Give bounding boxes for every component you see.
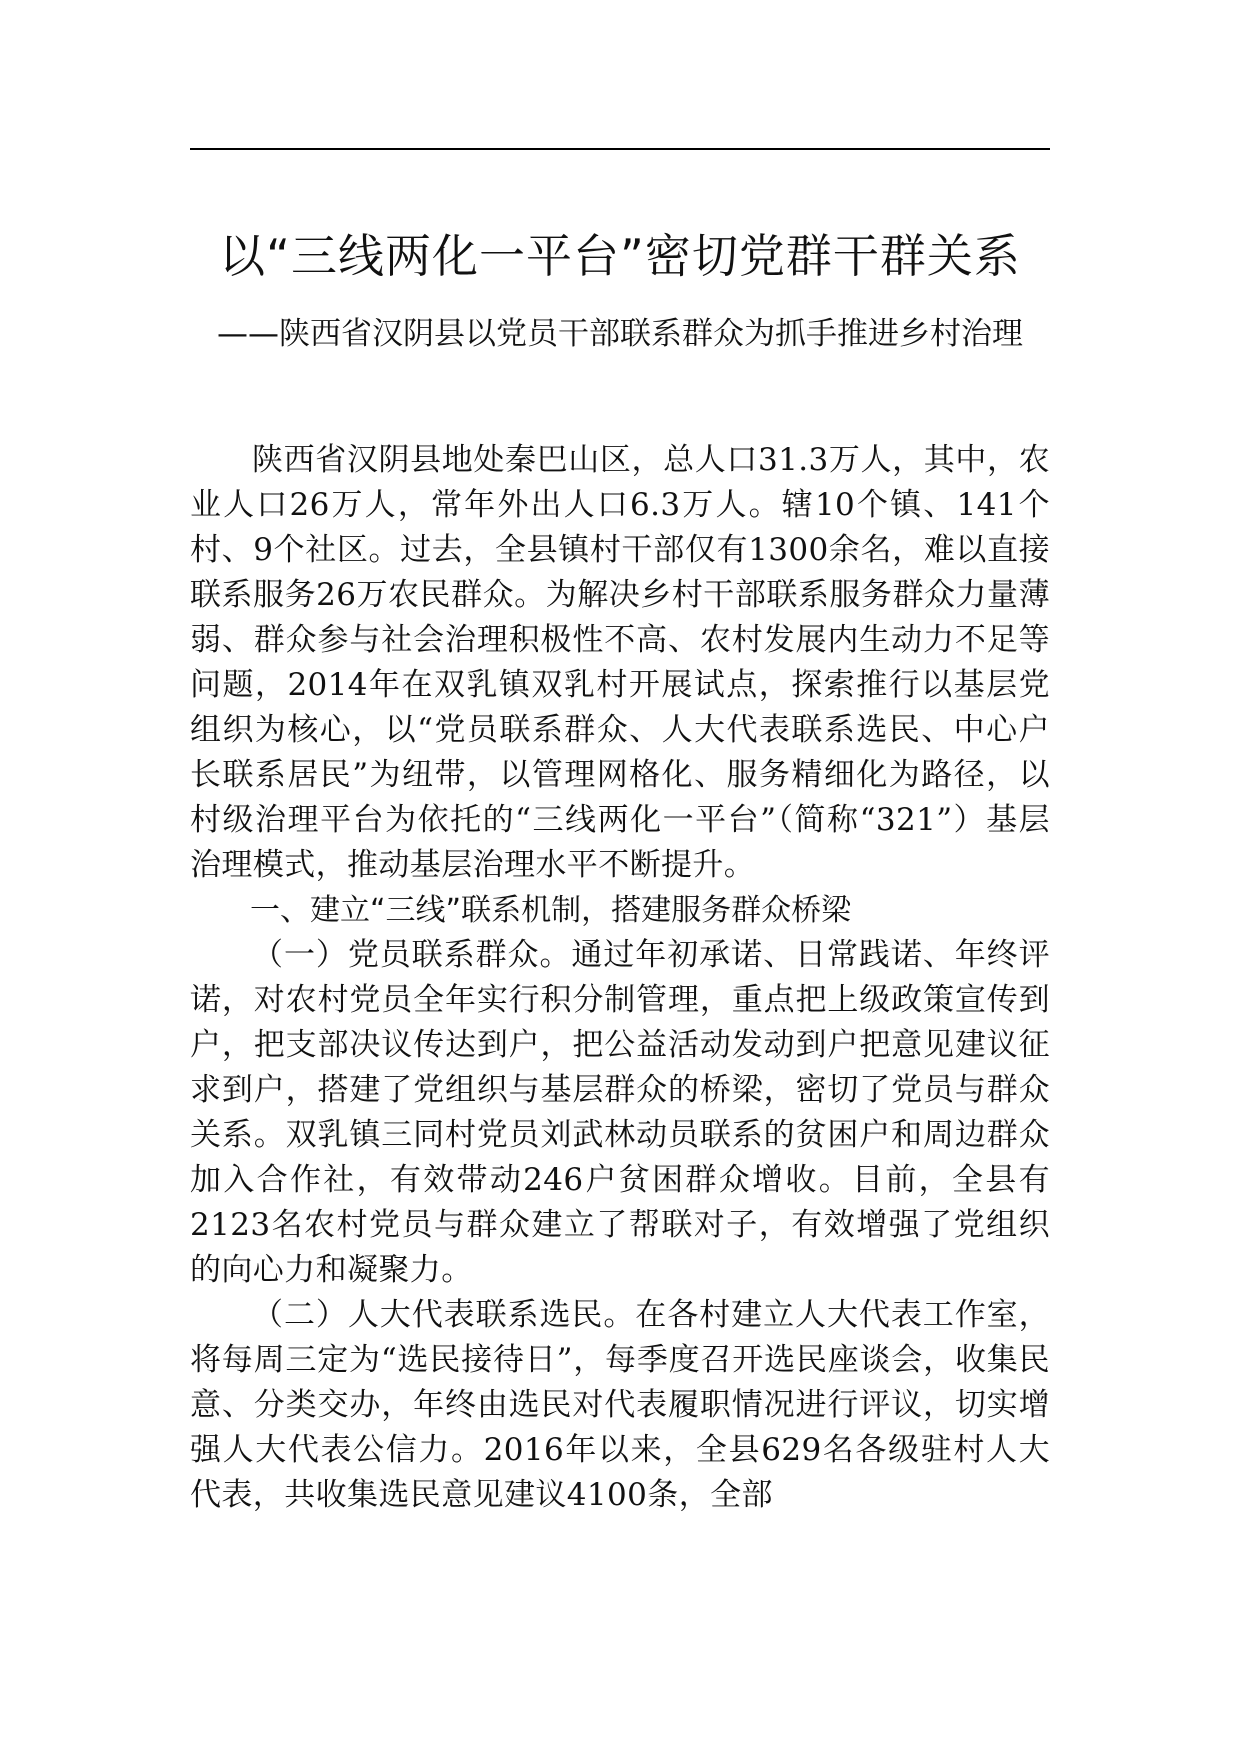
intro-paragraph: 陕西省汉阴县地处秦巴山区，总人口31.3万人，其中，农业人口26万人，常年外出人口6.3万人。辖10个镇、141个村、9个社区。过去，全县镇村干部仅有1300余名，难以直接联系服务26万农民群众。为解决乡村干部联系服务群众力量薄弱、群众参与社会治理积极性不高、农村发展内生动力不足等问题，2014年在双乳镇双乳村开展试点，探索推行以基层党组织为核心，以“党员联系群众、人大代表联系选民、中心户长联系居民”为纽带，以管理网格化、服务精细化为路径，以村级治理平台为依托的“三线两化一平台”（简称“321”）基层治理模式，推动基层治理水平不断提升。 xyxy=(190,442,1050,883)
document-subtitle: ——陕西省汉阴县以党员干部联系群众为抓手推进乡村治理 xyxy=(217,316,1023,352)
section1-paragraph-2: （二）人大代表联系选民。在各村建立人大代表工作室，将每周三定为“选民接待日”，每季度召开选民座谈会，收集民意、分类交办，年终由选民对代表履职情况进行评议，切实增强人大代表公信力。2016年以来，全县629名各级驻村人大代表，共收集选民意见建议4100条，全部 xyxy=(190,1297,1050,1513)
section1-paragraph-1: （一）党员联系群众。通过年初承诺、日常践诺、年终评诺，对农村党员全年实行积分制管理，重点把上级政策宣传到户，把支部决议传达到户，把公益活动发动到户把意见建议征求到户，搭建了党组织与基层群众的桥梁，密切了党员与群众关系。双乳镇三同村党员刘武林动员联系的贫困户和周边群众加入合作社，有效带动246户贫困群众增收。目前，全县有2123名农村党员与群众建立了帮联对子，有效增强了党组织的向心力和凝聚力。 xyxy=(190,937,1050,1288)
section-heading-1: 一、建立“三线”联系机制，搭建服务群众桥梁 xyxy=(250,893,852,928)
document-body xyxy=(190,438,1050,1518)
document-title: 以“三线两化一平台”密切党群干群关系 xyxy=(219,229,1021,283)
header-rule xyxy=(190,148,1050,150)
